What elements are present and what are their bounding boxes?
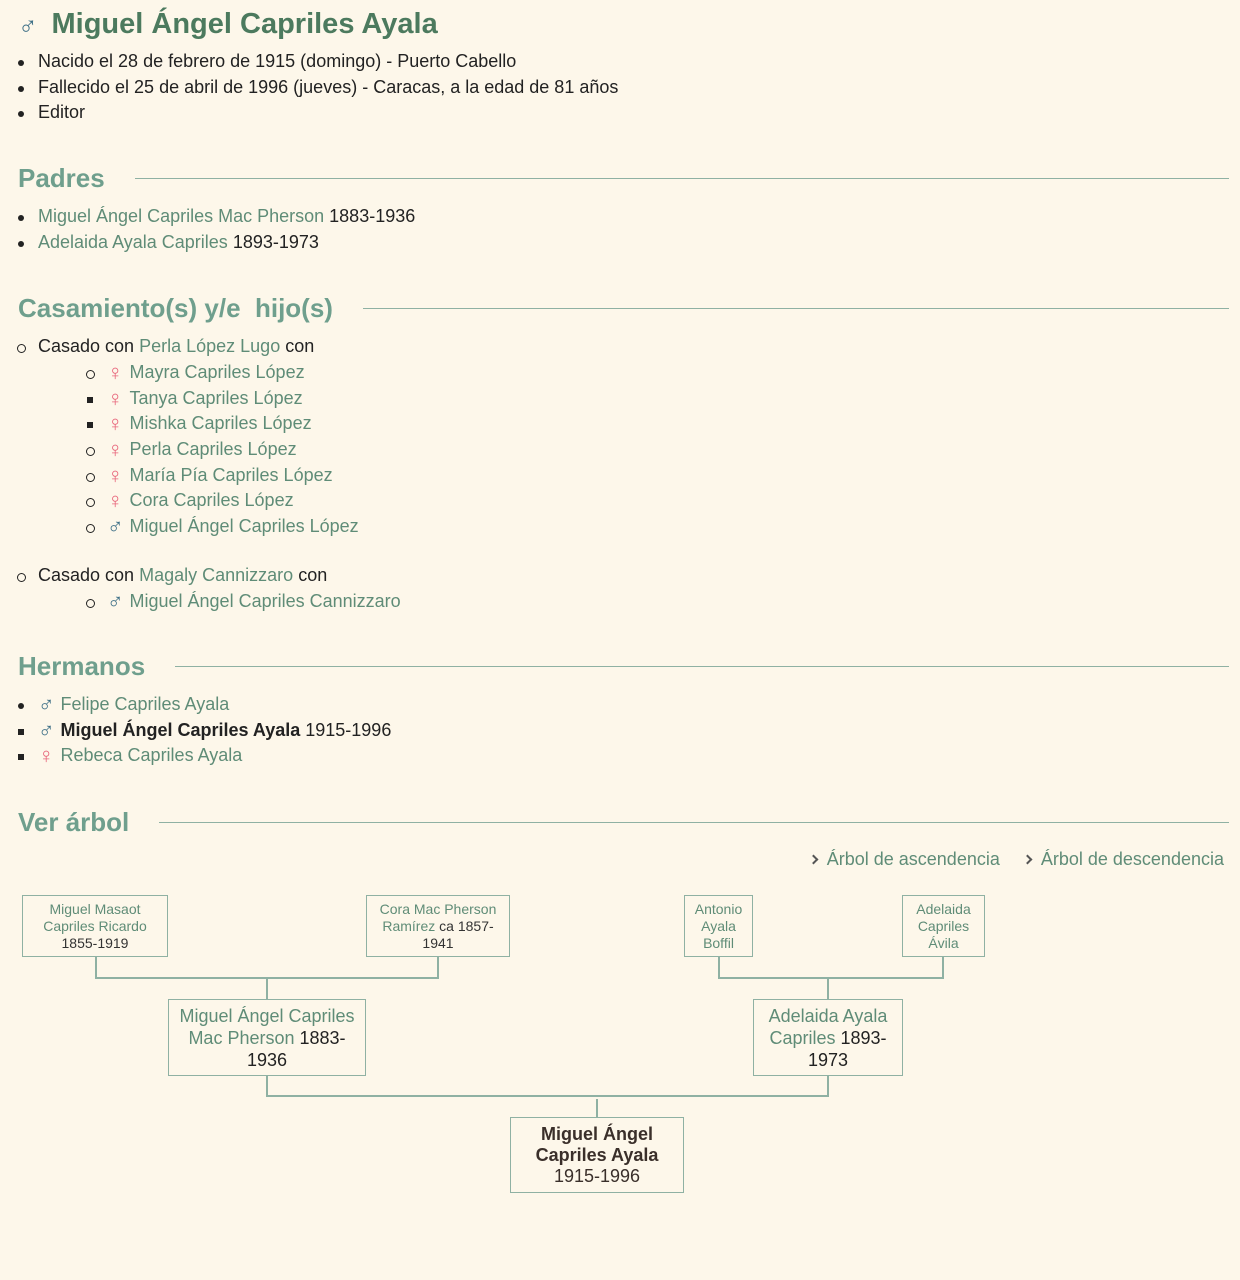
- child-link[interactable]: Mishka Capriles López: [129, 413, 312, 434]
- male-icon: ♂: [107, 589, 124, 614]
- tree-box-mother[interactable]: [753, 999, 903, 1076]
- tree-connector: [95, 957, 97, 978]
- person-facts: [38, 49, 618, 126]
- spouse-link[interactable]: Magaly Cannizzaro: [139, 565, 294, 585]
- female-icon: ♀: [107, 385, 124, 411]
- divider: [175, 666, 1229, 667]
- section-heading: Ver árbol: [18, 806, 130, 837]
- father-link[interactable]: Miguel Ángel Capriles Mac Pherson: [38, 206, 325, 226]
- list-item: [107, 463, 359, 489]
- tree-name: Miguel Masaot Capriles Ricardo: [43, 900, 147, 934]
- section-ver-arbol: [18, 805, 1229, 839]
- female-icon: ♀: [107, 437, 124, 463]
- tree-connector: [266, 1075, 268, 1096]
- section-hermanos: [18, 649, 1229, 683]
- tree-connector: [596, 1099, 598, 1117]
- ancestry-tree-link[interactable]: [810, 849, 1000, 870]
- male-icon: ♂: [18, 10, 38, 40]
- list-item: [107, 488, 359, 514]
- female-icon: ♀: [38, 743, 55, 769]
- marriage-1: [38, 334, 314, 360]
- child-link[interactable]: Cora Capriles López: [129, 490, 294, 511]
- female-icon: ♀: [107, 411, 124, 437]
- sibling-link[interactable]: Rebeca Capriles Ayala: [60, 745, 243, 766]
- female-icon: ♀: [107, 488, 124, 514]
- tree-years: ca 1857-1941: [422, 917, 494, 951]
- tree-years: 1915-1996: [553, 1165, 641, 1186]
- chevron-right-icon: [808, 855, 818, 865]
- child-link[interactable]: Miguel Ángel Capriles Cannizzaro: [129, 591, 401, 611]
- list-item: [107, 386, 359, 412]
- list-item: [107, 411, 359, 437]
- tree-connector: [827, 1075, 829, 1096]
- child-link[interactable]: Perla Capriles López: [129, 439, 297, 460]
- list-item: [107, 360, 359, 386]
- tree-name: Miguel Ángel Capriles Ayala: [535, 1123, 659, 1165]
- sibling-link[interactable]: Felipe Capriles Ayala: [60, 694, 230, 714]
- list-item: [38, 230, 415, 256]
- marriage-prefix: Casado con: [38, 565, 135, 585]
- section-casamientos: [18, 291, 1229, 325]
- marriage-line: [38, 334, 314, 360]
- tree-box-grandmother-maternal[interactable]: [902, 895, 985, 957]
- birth-fact: Nacido el 28 de febrero de 1915 (domingo) - Puerto Cabello: [38, 49, 618, 75]
- male-icon: ♂: [38, 692, 55, 717]
- tree-connector: [437, 957, 439, 978]
- page-title: [18, 8, 438, 41]
- chevron-right-icon: [1022, 855, 1032, 865]
- divider: [159, 822, 1229, 823]
- tree-name: Antonio Ayala Boffil: [694, 900, 743, 951]
- occupation-fact: Editor: [38, 100, 618, 126]
- father-years: 1883-1936: [329, 206, 416, 226]
- tree-box-self: [510, 1117, 684, 1193]
- person-name: Miguel Ángel Capriles Ayala: [51, 8, 438, 40]
- tree-connector: [942, 957, 944, 978]
- tree-connector: [827, 977, 829, 999]
- female-icon: ♀: [107, 462, 124, 488]
- child-link[interactable]: Tanya Capriles López: [129, 387, 303, 408]
- child-link[interactable]: María Pía Capriles López: [129, 464, 333, 485]
- mother-years: 1893-1973: [232, 231, 319, 252]
- tree-box-grandfather-maternal[interactable]: [684, 895, 753, 957]
- self-years: 1915-1996: [305, 719, 392, 740]
- descendancy-tree-link[interactable]: [1024, 849, 1224, 870]
- self-name: Miguel Ángel Capriles Ayala: [60, 719, 301, 740]
- siblings-list: [38, 692, 391, 769]
- child-link[interactable]: Miguel Ángel Capriles López: [129, 516, 359, 537]
- tree-links: [810, 849, 1224, 870]
- tree-connector: [718, 977, 944, 979]
- tree-name: Miguel Ángel Capriles Mac Pherson: [179, 1005, 355, 1048]
- tree-connector: [266, 1095, 829, 1097]
- list-item: [38, 692, 391, 718]
- marriage-2: [38, 563, 327, 589]
- marriage-line: [38, 563, 327, 589]
- section-heading: Padres: [18, 162, 105, 193]
- divider: [363, 308, 1229, 309]
- divider: [135, 178, 1229, 179]
- list-item: [38, 718, 391, 744]
- tree-box-grandmother-paternal[interactable]: [366, 895, 510, 957]
- tree-name: Adelaida Capriles Ávila: [916, 900, 971, 951]
- children-list: [107, 589, 425, 615]
- section-heading: Hermanos: [18, 650, 146, 681]
- children-list: [107, 360, 383, 540]
- tree-connector: [718, 957, 720, 978]
- list-item: [38, 743, 391, 769]
- tree-years: 1893-1973: [807, 1027, 887, 1070]
- tree-name: Cora Mac Pherson Ramírez: [379, 900, 497, 934]
- list-item: [38, 204, 415, 230]
- tree-box-father[interactable]: [168, 999, 366, 1076]
- death-fact: Fallecido el 25 de abril de 1996 (jueves) - Caracas, a la edad de 81 años: [38, 75, 618, 101]
- tree-connector: [266, 977, 268, 999]
- tree-name: Adelaida Ayala Capriles: [768, 1005, 888, 1048]
- marriage-prefix: Casado con: [38, 336, 135, 356]
- list-item: [107, 437, 359, 463]
- link-label: Árbol de ascendencia: [826, 849, 1000, 869]
- spouse-link[interactable]: Perla López Lugo: [139, 336, 281, 356]
- tree-years: 1883-1936: [246, 1027, 346, 1070]
- male-icon: ♂: [107, 514, 124, 540]
- list-item: [107, 514, 359, 540]
- list-item: [107, 589, 401, 615]
- link-label: Árbol de descendencia: [1040, 849, 1224, 869]
- section-heading: Casamiento(s) y/e hijo(s): [18, 292, 333, 323]
- male-icon: ♂: [38, 717, 55, 743]
- parents-list: [38, 204, 415, 255]
- mother-link[interactable]: Adelaida Ayala Capriles: [38, 231, 228, 252]
- marriage-suffix: con: [298, 565, 328, 585]
- tree-years: 1855-1919: [61, 934, 129, 951]
- section-padres: [18, 161, 1229, 195]
- tree-box-grandfather-paternal[interactable]: [22, 895, 168, 957]
- child-link[interactable]: Mayra Capriles López: [129, 362, 305, 382]
- female-icon: ♀: [107, 360, 124, 385]
- marriage-suffix: con: [285, 336, 315, 356]
